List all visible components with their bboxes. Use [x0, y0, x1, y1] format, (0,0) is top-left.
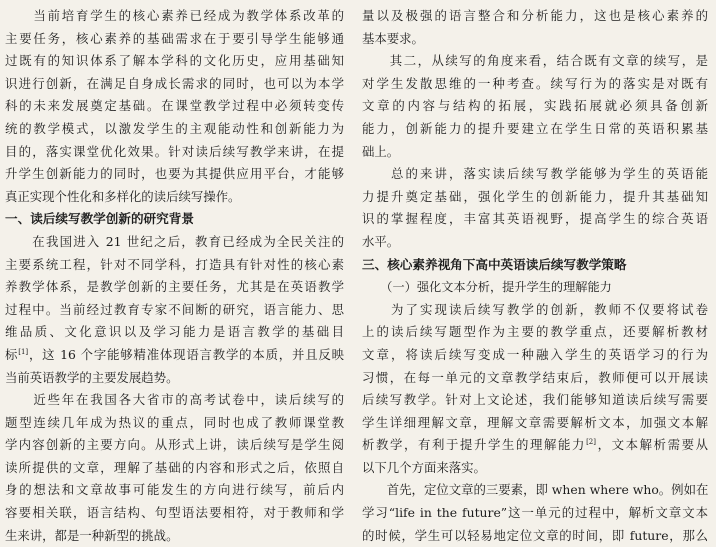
line-text: 总的来讲，落实读后续写教学能够为学生的英语能: [362, 166, 708, 182]
text-line: [362, 479, 708, 502]
text-line: [362, 299, 708, 322]
text-line: [5, 231, 344, 254]
text-line: [5, 434, 344, 457]
text-line: [5, 389, 344, 412]
line-text: 其二，从续写的角度来看，结合既有文章的续写，是: [362, 53, 708, 69]
line-text: 能力，创新能力的提升要建立在学生日常的英语积累基: [362, 120, 708, 136]
text-line: [5, 186, 344, 209]
text-line: [362, 412, 708, 435]
text-line: [362, 95, 708, 118]
text-line: [5, 457, 344, 480]
line-text: 识的掌握程度，丰富其英语视野，提高学生的综合英语: [362, 211, 708, 227]
line-text: 过既有的知识体系了解本学科的文化历史，应用基础知: [5, 53, 344, 69]
text-line: [362, 50, 708, 73]
line-text: 过程中。当前经过教育专家不间断的研究，语言能力、思: [5, 301, 344, 317]
line-text: （一）强化文本分析，提升学生的理解能力: [362, 280, 612, 295]
line-text: 近些年在我国各大省市的高考试卷中，读后续写的: [5, 392, 344, 408]
line-text: 维品质、文化意识以及学习能力是语言教学的基础目: [5, 324, 344, 340]
text-line: [362, 208, 708, 231]
line-text: 主要任务，核心素养的基础需求在于要引导学生能够通: [5, 30, 344, 46]
line-text: 力提升奠定基础，强化学生的创新能力，提升其基础知: [362, 188, 708, 204]
line-text: 首先，定位文章的三要素，即 when where who。例如在: [362, 482, 708, 498]
line-text: 的时候，学生可以轻易地定位文章的时间，即 future，那么: [362, 527, 708, 543]
line-text: 三、核心素养视角下高中英语读后续写教学策略: [362, 256, 627, 272]
line-text: 生来讲，都是一种新型的挑战。: [5, 527, 179, 543]
line-text: 容要相关联，语言结构、句型语法要相符，对于教师和学: [5, 505, 344, 521]
text-line: [362, 163, 708, 186]
line-text: 一、读后续写教学创新的研究背景: [5, 211, 194, 227]
text-line: [5, 5, 344, 28]
line-text: 识进行创新，在满足自身成长需求的同时，也可以为本学: [5, 75, 344, 91]
line-text: 文章，将读后续写变成一种融入学生的英语学习的行为: [362, 346, 708, 362]
text-line: [5, 367, 344, 390]
line-text: 为了实现读后续写教学的创新，教师不仅要将试卷: [362, 301, 708, 317]
line-text: 对学生发散思维的一种考查。续写行为的落实是对既有: [362, 75, 708, 91]
text-line: [5, 502, 344, 525]
left-column: [5, 5, 344, 547]
text-line: [362, 502, 708, 525]
right-column: [362, 5, 708, 547]
text-line: [5, 95, 344, 118]
text-line: [5, 276, 344, 299]
text-line: [362, 434, 708, 457]
text-line: [5, 50, 344, 73]
section-heading: [5, 208, 344, 231]
line-text: 量以及极强的语言整合和分析能力，这也是核心素养的: [362, 8, 708, 23]
line-text: 身的想法和文章故事可能发生的方向进行续写，前后内: [5, 482, 344, 498]
line-text: 学内容创新的主要方向。从形式上讲，读后续写是学生阅: [5, 437, 344, 453]
line-text: 后续写教学。针对上文论述，我们能够知道读后续写需要: [362, 392, 708, 408]
text-line: [362, 231, 708, 254]
line-text: 析教学，有利于提升学生的理解能力: [362, 437, 587, 453]
text-line: [362, 457, 708, 480]
text-line: [362, 141, 708, 164]
line-text: 习惯，在每一单元的文章教学结束后，教师便可以开展读: [362, 369, 708, 385]
line-text: 在我国进入 21 世纪之后，教育已经成为全民关注的: [5, 233, 344, 249]
text-line: [362, 321, 708, 344]
line-text-after-citation: ，这 16 个字能够精准体现语言教学的本质，并且反映: [28, 346, 344, 362]
line-text: 当前培育学生的核心素养已经成为教学体系改革的: [5, 8, 344, 23]
line-text: 以下几个方面来落实。: [362, 459, 486, 475]
line-text: 标: [5, 346, 19, 362]
text-line: [5, 254, 344, 277]
text-line: [5, 479, 344, 502]
text-line: [362, 73, 708, 96]
line-text: 水平。: [362, 233, 400, 249]
text-line: [5, 141, 344, 164]
text-line: [5, 525, 344, 547]
line-text: 学生详细理解文章，理解文章需要解析文本，加强文本解: [362, 414, 708, 430]
line-text: 统的教学模式，以激发学生的主观能动性和创新能力为: [5, 120, 344, 136]
subsection-heading: [362, 276, 708, 299]
line-text: 基本要求。: [362, 30, 424, 46]
text-line: [362, 5, 708, 28]
text-line: [5, 73, 344, 96]
text-line: [5, 412, 344, 435]
citation-marker: [1]: [18, 347, 29, 356]
line-text-after-citation: ，文本解析需要从: [595, 437, 708, 453]
line-text: 升学生创新能力的同时，也要为其提供应用平台，才能够: [5, 166, 344, 182]
citation-marker: [2]: [586, 438, 596, 447]
text-line: [362, 367, 708, 390]
text-line: [5, 344, 344, 367]
text-line: [362, 344, 708, 367]
text-line: [5, 118, 344, 141]
text-line: [5, 321, 344, 344]
line-text: 学习“life in the future”这一单元的过程中，解析文章文本: [362, 505, 708, 521]
text-line: [5, 299, 344, 322]
line-text: 题型连续几年成为热议的重点，同时也成了教师课堂教: [5, 414, 344, 430]
text-line: [362, 186, 708, 209]
text-line: [362, 118, 708, 141]
text-line: [362, 389, 708, 412]
text-line: [5, 28, 344, 51]
line-text: 当前英语教学的主要发展趋势。: [5, 369, 179, 385]
line-text: 文章的内容与结构的拓展，实践拓展就必须具备创新: [362, 98, 708, 114]
text-line: [362, 28, 708, 51]
text-line: [5, 163, 344, 186]
line-text: 养教学体系，是教学创新的主要任务，尤其是在英语教学: [5, 279, 344, 295]
line-text: 读所提供的文章，理解了基础的内容和形式之后，依照自: [5, 459, 344, 475]
line-text: 真正实现个性化和多样化的读后续写操作。: [5, 188, 241, 204]
line-text: 科的未来发展奠定基础。在课堂教学过程中必须转变传: [5, 98, 344, 114]
text-line: [362, 525, 708, 547]
line-text: 上的读后续写题型作为主要的教学重点，还要解析教材: [362, 324, 708, 340]
line-text: 目的，落实课堂优化效果。针对读后续写教学来讲，在提: [5, 143, 344, 159]
line-text: 主要系统工程，针对不同学科，打造具有针对性的核心素: [5, 256, 344, 272]
section-heading: [362, 254, 708, 277]
line-text: 础上。: [362, 143, 400, 159]
